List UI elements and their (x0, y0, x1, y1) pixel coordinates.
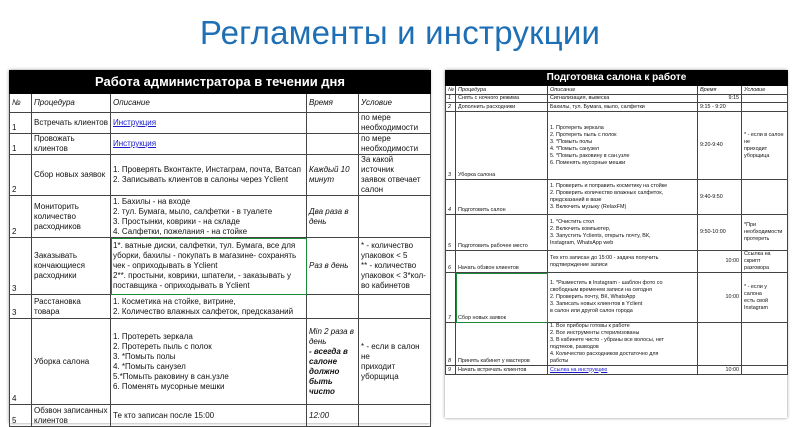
table-row (10, 319, 431, 405)
cell-num: 3 (446, 112, 456, 180)
cell-condition (742, 323, 788, 366)
col-header-description: Описание (548, 86, 698, 95)
cell-description (548, 366, 698, 375)
cell-num: 8 (446, 323, 456, 366)
cell-line: по мере (361, 134, 391, 143)
cell-line: поставщика - оприходывать в Yclient (113, 281, 250, 290)
cell-line: 2. Все инструменты стерилизованы (550, 330, 640, 336)
cell-procedure (32, 113, 111, 134)
cell-line: - всегда в (309, 346, 348, 356)
cell-procedure: Начать обзвон клиентов (456, 251, 548, 273)
cell-line: чек - оприходывать в Yclient (113, 261, 218, 270)
cell-line: Ссылка на скрипт (744, 251, 771, 264)
table-row (10, 113, 431, 134)
cell-line: Заказывать (34, 251, 77, 260)
cell-line: предсказаний в вазе (550, 197, 602, 203)
table-row (446, 180, 788, 215)
cell-condition (359, 295, 431, 319)
cell-num: 4 (10, 319, 32, 405)
cell-description (548, 251, 698, 273)
cell-time: 10:00 (698, 251, 742, 273)
cell-time: 9:15 (698, 95, 742, 103)
cell-description (111, 196, 307, 238)
cell-line: 2. Количество влажных салфеток, предсказаний (113, 306, 294, 316)
cell-time (307, 319, 359, 405)
cell-line: Обзвон записанных (34, 405, 108, 415)
cell-line: 2**. простыни, коврики, шпатели, - заказывать у (113, 271, 292, 280)
cell-line: 1. Бахилы - на входе (113, 196, 191, 206)
admin-day-table-title: Работа администратора в течении дня (10, 71, 431, 94)
table-row (446, 323, 788, 366)
cell-line: расходники (34, 271, 77, 280)
cell-line: Тех кто записан до 15:00 - задача получить (550, 254, 659, 261)
cell-condition (359, 319, 431, 405)
cell-line: работы (550, 358, 569, 364)
cell-procedure: Сбор новых заявок (456, 273, 548, 323)
cell-time: 9:15 - 9:20 (698, 103, 742, 112)
cell-line: во кабинетов (361, 281, 410, 290)
cell-condition (742, 95, 788, 103)
table-row (10, 134, 431, 155)
cell-procedure (32, 238, 111, 295)
cell-line: * - количество (361, 241, 414, 250)
cell-time (307, 134, 359, 155)
cell-procedure: Начать встречать клиентов (456, 366, 548, 375)
cell-time (307, 295, 359, 319)
cell-line: расходников (34, 221, 81, 231)
cell-line: 1. Протереть зеркала (113, 331, 193, 341)
admin-day-table (9, 70, 431, 427)
cell-line: уборки, бахилы - покупать в магазине- сохранять (113, 251, 297, 260)
cell-line: 4. *Помыть санузел (113, 361, 186, 371)
cell-num: 1 (10, 113, 32, 134)
table-row (10, 405, 431, 427)
col-header-num: № (446, 86, 456, 95)
salon-prep-table-title: Подготовка салона к работе (446, 71, 788, 86)
cell-line: кончающиеся (34, 261, 85, 270)
cell-line: разговора (744, 265, 770, 271)
cell-line: в салон или другой салон города (550, 308, 633, 314)
cell-line: клиентов (34, 415, 68, 425)
cell-procedure: Уборка салона (456, 112, 548, 180)
cell-condition (359, 134, 431, 155)
cell-num: 7 (446, 273, 456, 323)
cell-line: 2. Протереть пыль с полок (550, 131, 617, 138)
cell-description (111, 155, 307, 196)
cell-num: 5 (10, 405, 32, 427)
cell-description (548, 215, 698, 251)
cell-condition (742, 215, 788, 251)
cell-line: * - если у салона (744, 283, 767, 297)
cell-time (307, 238, 359, 295)
instruction-link[interactable]: Инструкция (113, 118, 157, 127)
cell-line: 3. Записать новых клиентов в Yclient (550, 301, 643, 307)
cell-line: ** - количество (361, 261, 417, 270)
col-header-procedure: Процедура (32, 94, 111, 113)
cell-line: есть свой (744, 297, 768, 304)
cell-procedure: Подготовить салон (456, 180, 548, 215)
col-header-time: Время (698, 86, 742, 95)
cell-description (548, 112, 698, 180)
cell-condition (359, 196, 431, 238)
cell-line: 3. В кабинете чисто - убраны все волосы, нет (550, 337, 664, 343)
cell-line: Сбор новых заявок (34, 170, 106, 179)
cell-line: 5.*Помыть раковину в сан.узле (113, 371, 229, 381)
cell-line: заявок отвечает (361, 175, 421, 184)
cell-line: 1. Косметика на стойке, витрине, (113, 296, 236, 306)
cell-line: 6. Поменять мусорные мешки (113, 381, 225, 391)
cell-condition (359, 113, 431, 134)
cell-line: Min 2 раза в (309, 326, 354, 336)
cell-line: Мониторить (34, 201, 79, 211)
table-row (10, 295, 431, 319)
cell-description (111, 319, 307, 405)
cell-line: 4. Салфетки, пожелания - на стойке (113, 226, 248, 236)
cell-line: Сигнализация, вывеска (550, 95, 610, 101)
cell-line: 2. тул. Бумага, мыло, салфетки - в туалете (113, 206, 273, 216)
cell-line: 1. *Очистить стол (550, 218, 595, 225)
cell-line: Каждый 10 (309, 165, 350, 174)
salon-prep-table-panel (445, 70, 787, 418)
cell-description (548, 103, 698, 112)
cell-line: подтверждение записи (550, 261, 608, 268)
cell-line: 1. Проверить и поправить косметику на стойке (550, 183, 668, 189)
cell-procedure (32, 155, 111, 196)
cell-line: Провожать клиентов (34, 134, 75, 153)
cell-line: Instagram, WhatsApp web (550, 239, 614, 246)
cell-line: 3. Включить музыку (RelaxFM) (550, 204, 627, 210)
col-header-condition: Условие (359, 94, 431, 113)
cell-num: 2 (446, 103, 456, 112)
cell-time: 9:50-10:00 (698, 215, 742, 251)
cell-line: 1*. ватные диски, салфетки, тул. Бумага, все для (113, 241, 296, 250)
table-row (446, 95, 788, 103)
table-row (10, 238, 431, 295)
cell-line: приходит (361, 361, 396, 371)
cell-time (698, 323, 742, 366)
cell-line: 3. Простынки, коврики - на складе (113, 216, 240, 226)
cell-num: 9 (446, 366, 456, 375)
cell-line: упаковок < 5 (361, 251, 408, 260)
cell-procedure: Дополнить расходники (456, 103, 548, 112)
col-header-condition: Условие (742, 86, 788, 95)
cell-line: количество (34, 211, 76, 221)
cell-line: *При (744, 222, 756, 228)
cell-line: Раз в день (309, 261, 349, 270)
cell-condition (742, 366, 788, 375)
cell-line: необходимости (361, 123, 419, 132)
cell-time (307, 155, 359, 196)
admin-day-table-panel (9, 70, 430, 423)
cell-line: 2. Включить компьютер, (550, 225, 611, 232)
cell-description (111, 113, 307, 134)
cell-num: 2 (10, 155, 32, 196)
cell-line: 1. *Разместить в Instagram - шаблон фото со (550, 280, 663, 286)
cell-line: Два раза в (309, 206, 349, 216)
cell-line: Расстановка товара (34, 296, 81, 316)
cell-time (307, 196, 359, 238)
cell-line: 2. Записывать клиентов в салоны через Yclient (113, 175, 289, 184)
cell-line: по мере (361, 113, 391, 122)
cell-line: Те кто записан после 15:00 (113, 410, 215, 420)
salon-prep-table (445, 70, 788, 375)
cell-line: уборщица (361, 371, 399, 381)
cell-line: быть (309, 376, 333, 386)
cell-line: свободным временем записи на сегодня (550, 287, 652, 293)
cell-procedure (32, 295, 111, 319)
cell-description (548, 180, 698, 215)
cell-line: должно (309, 366, 340, 376)
cell-line: приходит уборщица (744, 145, 770, 159)
cell-line: Instagram (744, 304, 768, 311)
cell-line: минут (309, 175, 334, 184)
cell-num: 1 (10, 134, 32, 155)
cell-num: 5 (446, 215, 456, 251)
cell-time (307, 113, 359, 134)
cell-line: 12:00 (309, 410, 330, 420)
cell-condition (359, 405, 431, 427)
table-row (446, 251, 788, 273)
table-row (446, 103, 788, 112)
cell-condition (742, 112, 788, 180)
table-row (446, 366, 788, 375)
table-row (446, 215, 788, 251)
cell-time: 9:40-9:50 (698, 180, 742, 215)
cell-condition (742, 251, 788, 273)
cell-description (111, 238, 307, 295)
cell-line: 1. Все приборы готовы к работе (550, 323, 630, 329)
cell-procedure (32, 405, 111, 427)
cell-num: 2 (10, 196, 32, 238)
cell-line: Встречать клиентов (34, 118, 108, 127)
cell-num: 6 (446, 251, 456, 273)
col-header-description: Описание (111, 94, 307, 113)
cell-line: протереть (744, 236, 770, 242)
cell-line: За какой источник (361, 155, 394, 174)
cell-line: 4. *Помыть санузел (550, 145, 600, 152)
cell-line: необходимости (744, 229, 783, 235)
cell-line: 3. *Помыть полы (113, 351, 176, 361)
cell-line: чисто (309, 386, 335, 396)
cell-line: * - если в салон не (361, 341, 420, 361)
cell-line: 2. Проверить почту, ВК, WhatsApp (550, 294, 636, 300)
cell-num: 4 (446, 180, 456, 215)
col-header-time: Время (307, 94, 359, 113)
cell-line: Бахилы, тул. Бумага, мыло, салфетки (550, 103, 645, 110)
cell-condition (742, 180, 788, 215)
cell-line: * - если в салон не (744, 131, 784, 145)
cell-num: 3 (10, 295, 32, 319)
salon-prep-table-header (446, 86, 788, 95)
cell-time: 10:00 (698, 366, 742, 375)
cell-line: 6. Поменять мусорные мешки (550, 159, 626, 166)
cell-description (111, 134, 307, 155)
cell-line: день (309, 336, 327, 346)
cell-line: необходимости (361, 144, 419, 153)
cell-procedure: Снять с ночного режима (456, 95, 548, 103)
cell-line: 3. *Помыть полы (550, 138, 593, 145)
cell-line: подтеков, разводов (550, 344, 599, 350)
cell-line: 4. Количество расходников достаточно для (550, 351, 659, 357)
cell-line: 3. Запустить Yclients, открыть почту, ВК, (550, 232, 651, 239)
cell-procedure (32, 134, 111, 155)
cell-time: 10:00 (698, 273, 742, 323)
cell-condition (742, 103, 788, 112)
slide-title: Регламенты и инструкции (199, 14, 601, 51)
cell-procedure: Подготовить рабочее место (456, 215, 548, 251)
cell-procedure (32, 196, 111, 238)
table-row (446, 112, 788, 180)
col-header-num: № (10, 94, 32, 113)
cell-condition (359, 238, 431, 295)
cell-description (111, 295, 307, 319)
admin-day-table-header (10, 94, 431, 113)
cell-condition (742, 273, 788, 323)
cell-line: салоне (309, 356, 338, 366)
cell-procedure: Принять кабинет у мастеров (456, 323, 548, 366)
cell-line: 2. Проверить количество влажных салфеток, (550, 190, 664, 196)
cell-procedure (32, 319, 111, 405)
cell-line: 1. Проверять Вконтакте, Инстаграм, почта, Ватсап (113, 165, 301, 174)
cell-time: 9:20-9:40 (698, 112, 742, 180)
cell-line: 2. Протереть пыль с полок (113, 341, 212, 351)
cell-description (548, 95, 698, 103)
cell-line: Уборка салона (34, 356, 90, 366)
col-header-procedure: Процедура (456, 86, 548, 95)
cell-line: день (309, 216, 327, 226)
cell-line: салон (361, 185, 384, 194)
table-row (10, 155, 431, 196)
instruction-link[interactable]: Ссылка на инструкцию (550, 366, 608, 373)
table-row (10, 196, 431, 238)
cell-description (111, 405, 307, 427)
cell-description (548, 323, 698, 366)
cell-num: 1 (446, 95, 456, 103)
cell-num: 3 (10, 238, 32, 295)
cell-description (548, 273, 698, 323)
table-row (446, 273, 788, 323)
cell-line: 1. Протереть зеркала (550, 124, 604, 131)
cell-line: упаковок < 3*кол- (361, 271, 426, 280)
cell-time (307, 405, 359, 427)
cell-condition (359, 155, 431, 196)
cell-line: 5. *Помыть раковину в сан.узле (550, 152, 630, 159)
instruction-link[interactable]: Инструкция (113, 139, 157, 148)
